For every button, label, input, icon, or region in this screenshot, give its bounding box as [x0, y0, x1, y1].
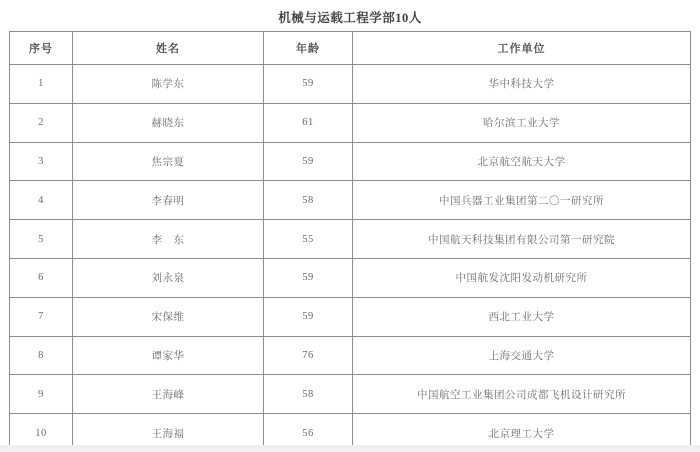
- cell-name: 谭家华: [73, 336, 264, 375]
- cell-age: 76: [264, 336, 353, 375]
- cell-serial: 9: [10, 375, 73, 414]
- table-row: [10, 336, 691, 375]
- cell-name: 赫晓东: [73, 103, 264, 142]
- cell-age: 55: [264, 220, 353, 259]
- cell-org: 中国航发沈阳发动机研究所: [353, 258, 691, 297]
- cell-age: 59: [264, 258, 353, 297]
- header-cell-age: 年龄: [264, 32, 353, 65]
- table-row: [10, 142, 691, 181]
- page-title: 机械与运载工程学部10人: [278, 11, 422, 25]
- cell-name: 李春明: [73, 181, 264, 220]
- cell-name: 焦宗夏: [73, 142, 264, 181]
- cell-age: 56: [264, 414, 353, 452]
- cell-serial: 6: [10, 258, 73, 297]
- table-row: [10, 65, 691, 104]
- cell-serial: 8: [10, 336, 73, 375]
- members-table: [9, 31, 691, 452]
- cell-name: 王海峰: [73, 375, 264, 414]
- table-row: [10, 375, 691, 414]
- cell-age: 58: [264, 375, 353, 414]
- cell-age: 61: [264, 103, 353, 142]
- cell-age: 59: [264, 297, 353, 336]
- cell-org: 北京理工大学: [353, 414, 691, 452]
- cell-name: 宋保维: [73, 297, 264, 336]
- table-row: [10, 258, 691, 297]
- cell-org: 哈尔滨工业大学: [353, 103, 691, 142]
- cell-org: 北京航空航天大学: [353, 142, 691, 181]
- cell-serial: 5: [10, 220, 73, 259]
- cell-org: 中国航天科技集团有限公司第一研究院: [353, 220, 691, 259]
- cell-serial: 1: [10, 65, 73, 104]
- cell-org: 中国航空工业集团公司成都飞机设计研究所: [353, 375, 691, 414]
- table-row: [10, 220, 691, 259]
- header-cell-name: 姓名: [73, 32, 264, 65]
- cell-age: 59: [264, 142, 353, 181]
- cell-serial: 4: [10, 181, 73, 220]
- header-cell-org: 工作单位: [353, 32, 691, 65]
- page-bottom-edge: [0, 445, 700, 452]
- table-row: [10, 181, 691, 220]
- table-header-row: [10, 32, 691, 65]
- cell-org: 华中科技大学: [353, 65, 691, 104]
- cell-serial: 10: [10, 414, 73, 452]
- cell-name: 王海福: [73, 414, 264, 452]
- cell-serial: 3: [10, 142, 73, 181]
- cell-age: 58: [264, 181, 353, 220]
- cell-age: 59: [264, 65, 353, 104]
- cell-serial: 7: [10, 297, 73, 336]
- table-row: [10, 103, 691, 142]
- cell-org: 中国兵器工业集团第二〇一研究所: [353, 181, 691, 220]
- cell-name: 陈学东: [73, 65, 264, 104]
- cell-name: 李 东: [73, 220, 264, 259]
- cell-org: 西北工业大学: [353, 297, 691, 336]
- cell-serial: 2: [10, 103, 73, 142]
- cell-org: 上海交通大学: [353, 336, 691, 375]
- cell-name: 刘永泉: [73, 258, 264, 297]
- header-cell-serial: 序号: [10, 32, 73, 65]
- table-row: [10, 297, 691, 336]
